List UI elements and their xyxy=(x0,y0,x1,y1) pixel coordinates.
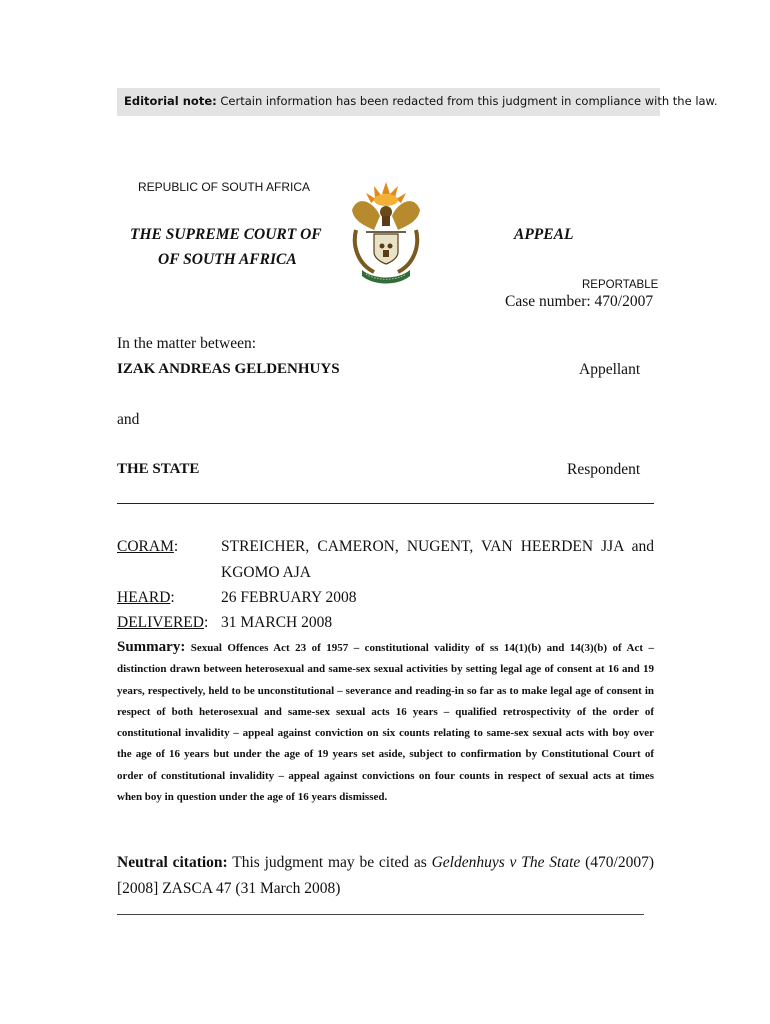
heard-colon: : xyxy=(170,589,175,606)
heard-label: HEARD xyxy=(117,589,171,606)
summary-paragraph xyxy=(117,637,654,808)
matter-intro: In the matter between: xyxy=(117,335,257,352)
respondent-role: Respondent xyxy=(567,461,641,478)
citation-text-after: (470/2007) [2008] ZASCA 47 (31 March 2008) xyxy=(117,854,654,897)
court-name-line1: THE SUPREME COURT OF xyxy=(130,226,322,243)
case-number: Case number: 470/2007 xyxy=(505,293,654,310)
appellant-name: IZAK ANDREAS GELDENHUYS xyxy=(117,361,340,377)
delivered-label-row xyxy=(117,614,208,632)
republic-heading: REPUBLIC OF SOUTH AFRICA xyxy=(138,180,311,194)
editorial-note-text: Certain information has been redacted from this judgment in compliance with the law. xyxy=(216,94,718,108)
coram-label: CORAM xyxy=(117,538,174,555)
coat-of-arms-icon xyxy=(344,180,428,286)
citation-text-before: This judgment may be cited as xyxy=(227,854,432,871)
heard-value: 26 FEBRUARY 2008 xyxy=(221,589,357,606)
editorial-note xyxy=(117,88,718,116)
summary-text: Sexual Offences Act 23 of 1957 – constitutional validity of ss 14(1)(b) and 14(3)(b) of Act – distinction drawn between heterosexual and same-sex sexual activities by setting legal age of consent at 16 and 19 years, respectively, held to be unconstitutional – severance and reading-in so far as to make legal age of consent in respect of both heterosexual and same-sex sexual acts 16 years – qualified retrospectivity of the order of constitutional invalidity – appeal against conviction on six counts relating to same-sex sexual acts with boy over the age of 16 years but under the age of 19 years set aside, subject to confirmation by Constitutional Court of order of constitutional invalidity – appeal against convictions on four counts in respect of sexual acts at times when boy in question under the age of 16 years dismissed. xyxy=(117,642,654,804)
delivered-value: 31 MARCH 2008 xyxy=(221,614,333,631)
appellant-role: Appellant xyxy=(579,361,641,378)
citation-label: Neutral citation: xyxy=(117,854,228,871)
and-connector: and xyxy=(117,411,140,428)
coram-value-line1: STREICHER, CAMERON, NUGENT, VAN HEERDEN JJA and xyxy=(221,538,654,555)
court-name-line2: OF SOUTH AFRICA xyxy=(158,251,297,268)
editorial-note-label: Editorial note: xyxy=(124,94,217,108)
parties-divider xyxy=(117,503,654,504)
footer-divider xyxy=(117,914,644,915)
heard-label-row xyxy=(117,589,175,607)
coram-colon: : xyxy=(173,538,179,555)
coram-value-line2: KGOMO AJA xyxy=(221,564,311,581)
respondent-name: THE STATE xyxy=(117,461,200,477)
delivered-colon: : xyxy=(203,614,209,631)
court-name-appeal: APPEAL xyxy=(514,226,574,243)
summary-label: Summary: xyxy=(117,639,186,655)
reportable-label: REPORTABLE xyxy=(582,279,659,291)
delivered-label: DELIVERED xyxy=(117,614,204,631)
citation-case-name: Geldenhuys v The State xyxy=(431,854,581,871)
neutral-citation xyxy=(117,850,654,902)
coram-label-row xyxy=(117,538,178,556)
